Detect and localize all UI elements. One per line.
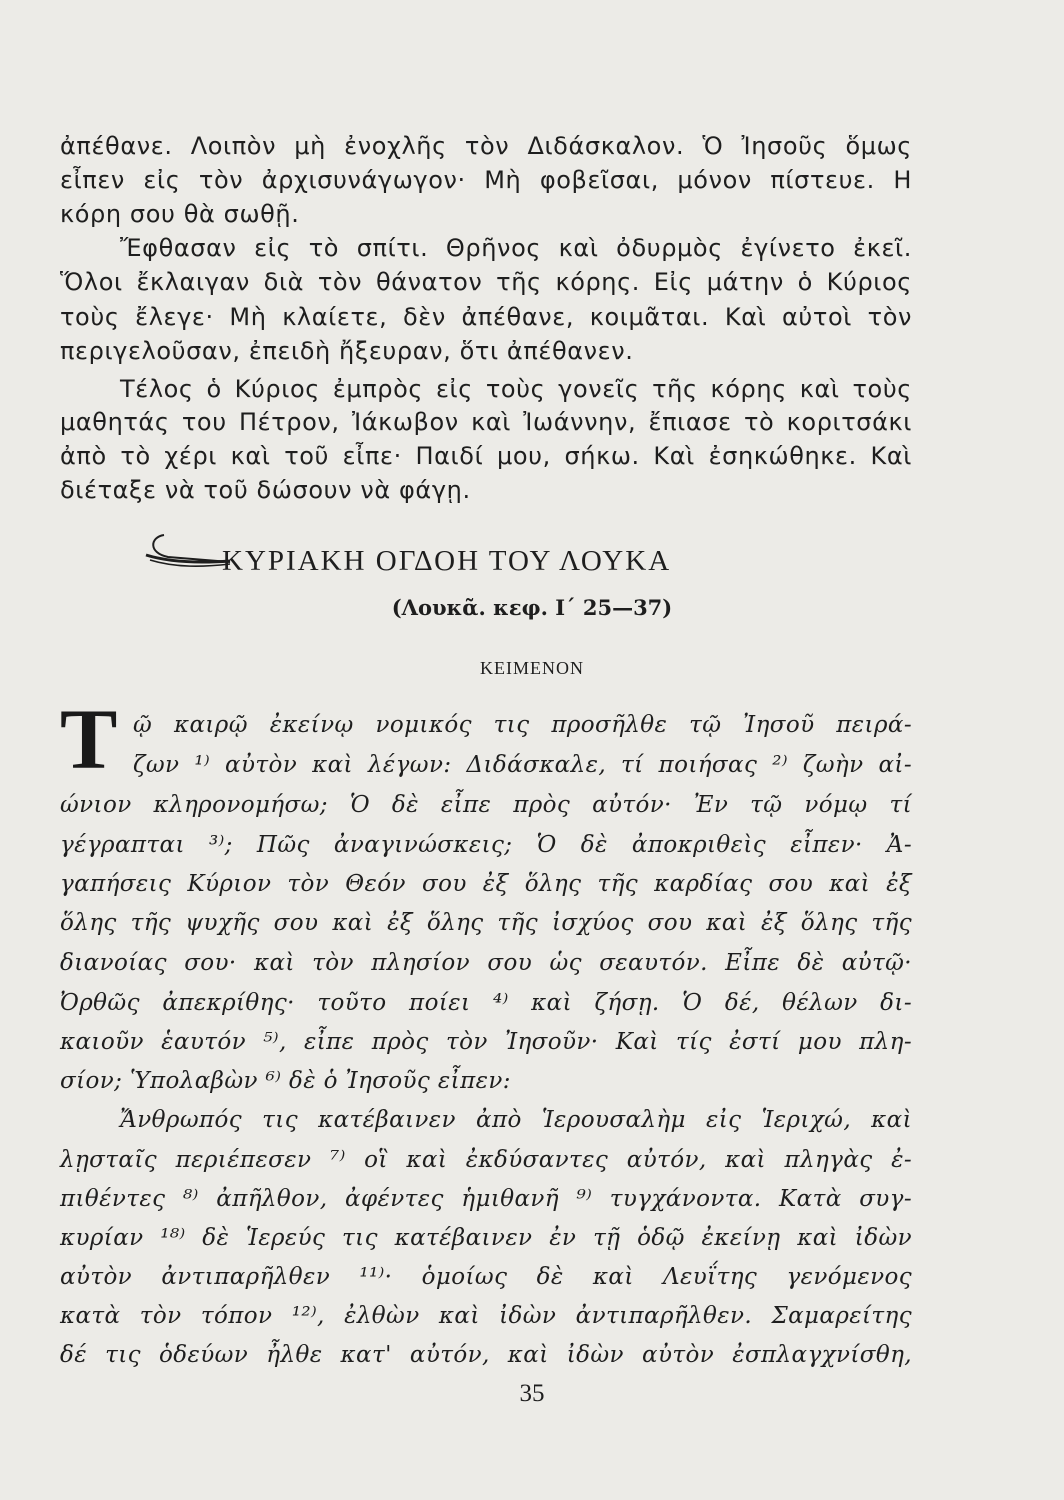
text-line: λῃσταῖς περιέπεσεν ⁷⁾ οἳ καὶ ἐκδύσαντες αὐτόν, καὶ πληγὰς ἐ-: [60, 1147, 912, 1173]
section-title: ΚΥΡΙΑΚΗ ΟΓΔΟΗ ΤΟΥ ΛΟΥΚΑ: [222, 545, 672, 577]
text-line: μαθητάς του Πέτρον, Ἰάκωβον καὶ Ἰωάννην, ἔπιασε τὸ κοριτσάκι: [60, 408, 912, 436]
text-line: Ὀρθῶς ἀπεκρίθης· τοῦτο ποίει ⁴⁾ καὶ ζήσῃ. Ὁ δέ, θέλων δι-: [60, 990, 912, 1016]
text-line: κατὰ τὸν τόπον ¹²⁾, ἐλθὼν καὶ ἰδὼν ἀντιπαρῆλθεν. Σαμαρείτης: [60, 1303, 912, 1329]
text-line: ζων ¹⁾ αὐτὸν καὶ λέγων: Διδάσκαλε, τί ποιήσας ²⁾ ζωὴν αἰ-: [133, 752, 912, 778]
ornament-icon: [142, 529, 232, 579]
text-line: ώνιον κληρονομήσω; Ὁ δὲ εἶπε πρὸς αὐτόν· Ἐν τῷ νόμῳ τί: [60, 792, 912, 818]
text-line: γέγραπται ³⁾; Πῶς ἀναγινώσκεις; Ὁ δὲ ἀποκριθεὶς εἶπεν· Ἀ-: [60, 832, 912, 858]
text-line: ὅλης τῆς ψυχῆς σου καὶ ἐξ ὅλης τῆς ἰσχύος σου καὶ ἐξ ὅλης τῆς: [60, 910, 912, 936]
section-label: ΚΕΙΜΕΝΟΝ: [480, 658, 584, 678]
text-line: γαπήσεις Κύριον τὸν Θεόν σου ἐξ ὅλης τῆς καρδίας σου καὶ ἐξ: [60, 871, 912, 897]
text-line: δέ τις ὁδεύων ἦλθε κατ' αὐτόν, καὶ ἰδὼν αὐτὸν ἐσπλαγχνίσθη,: [60, 1342, 912, 1368]
text-line: περιγελοῦσαν, ἐπειδὴ ἤξευραν, ὅτι ἀπέθανεν.: [60, 337, 634, 365]
text-line: πιθέντες ⁸⁾ ἀπῆλθον, ἀφέντες ἡμιθανῆ ⁹⁾ τυγχάνοντα. Κατὰ συγ-: [60, 1186, 912, 1212]
text-line: Ἄνθρωπός τις κατέβαινεν ἀπὸ Ἱερουσαλὴμ εἰς Ἱεριχώ, καὶ: [120, 1107, 912, 1133]
section-subtitle: (Λουκᾶ. κεφ. Ι΄ 25—37): [391, 595, 673, 620]
text-line: εἶπεν εἰς τὸν ἀρχισυνάγωγον· Μὴ φοβεῖσαι, μόνον πίστευε. Η: [60, 166, 912, 194]
drop-cap: Τ: [60, 691, 118, 787]
text-line: διέταξε νὰ τοῦ δώσουν νὰ φάγῃ.: [60, 476, 471, 504]
text-line: κυρίαν ¹⁸⁾ δὲ Ἱερεύς τις κατέβαινεν ἐν τῇ ὁδῷ ἐκείνῃ καὶ ἰδὼν: [60, 1225, 912, 1251]
text-line: Ἔφθασαν εἰς τὸ σπίτι. Θρῆνος καὶ ὀδυρμὸς ἐγίνετο ἐκεῖ.: [120, 234, 912, 262]
text-line: ἀπέθανε. Λοιπὸν μὴ ἐνοχλῆς τὸν Διδάσκαλον. Ὁ Ἰησοῦς ὅμως: [60, 132, 912, 160]
page-number: 35: [519, 1380, 545, 1407]
text-line: κόρη σου θὰ σωθῇ.: [60, 200, 300, 228]
text-line: καιοῦν ἑαυτόν ⁵⁾, εἶπε πρὸς τὸν Ἰησοῦν· Καὶ τίς ἐστί μου πλη-: [60, 1029, 912, 1055]
text-line: ἀπὸ τὸ χέρι καὶ τοῦ εἶπε· Παιδί μου, σήκω. Καὶ ἐσηκώθηκε. Καὶ: [60, 442, 912, 470]
text-line: ῷ καιρῷ ἐκείνῳ νομικός τις προσῆλθε τῷ Ἰησοῦ πειρά-: [133, 712, 912, 738]
text-line: αὐτὸν ἀντιπαρῆλθεν ¹¹⁾· ὁμοίως δὲ καὶ Λευΐτης γενόμενος: [60, 1264, 912, 1290]
text-line: τοὺς ἔλεγε· Μὴ κλαίετε, δὲν ἀπέθανε, κοιμᾶται. Καὶ αὐτοὶ τὸν: [60, 303, 912, 331]
text-line: διανοίας σου· καὶ τὸν πλησίον σου ὡς σεαυτόν. Εἶπε δὲ αὐτῷ·: [60, 950, 912, 976]
text-line: Ὅλοι ἔκλαιγαν διὰ τὸν θάνατον τῆς κόρης. Εἰς μάτην ὁ Κύριος: [60, 268, 912, 296]
text-line: Τέλος ὁ Κύριος ἐμπρὸς εἰς τοὺς γονεῖς τῆς κόρης καὶ τοὺς: [120, 375, 912, 403]
text-line: σίον; Ὑπολαβὼν ⁶⁾ δὲ ὁ Ἰησοῦς εἶπεν:: [60, 1068, 511, 1094]
